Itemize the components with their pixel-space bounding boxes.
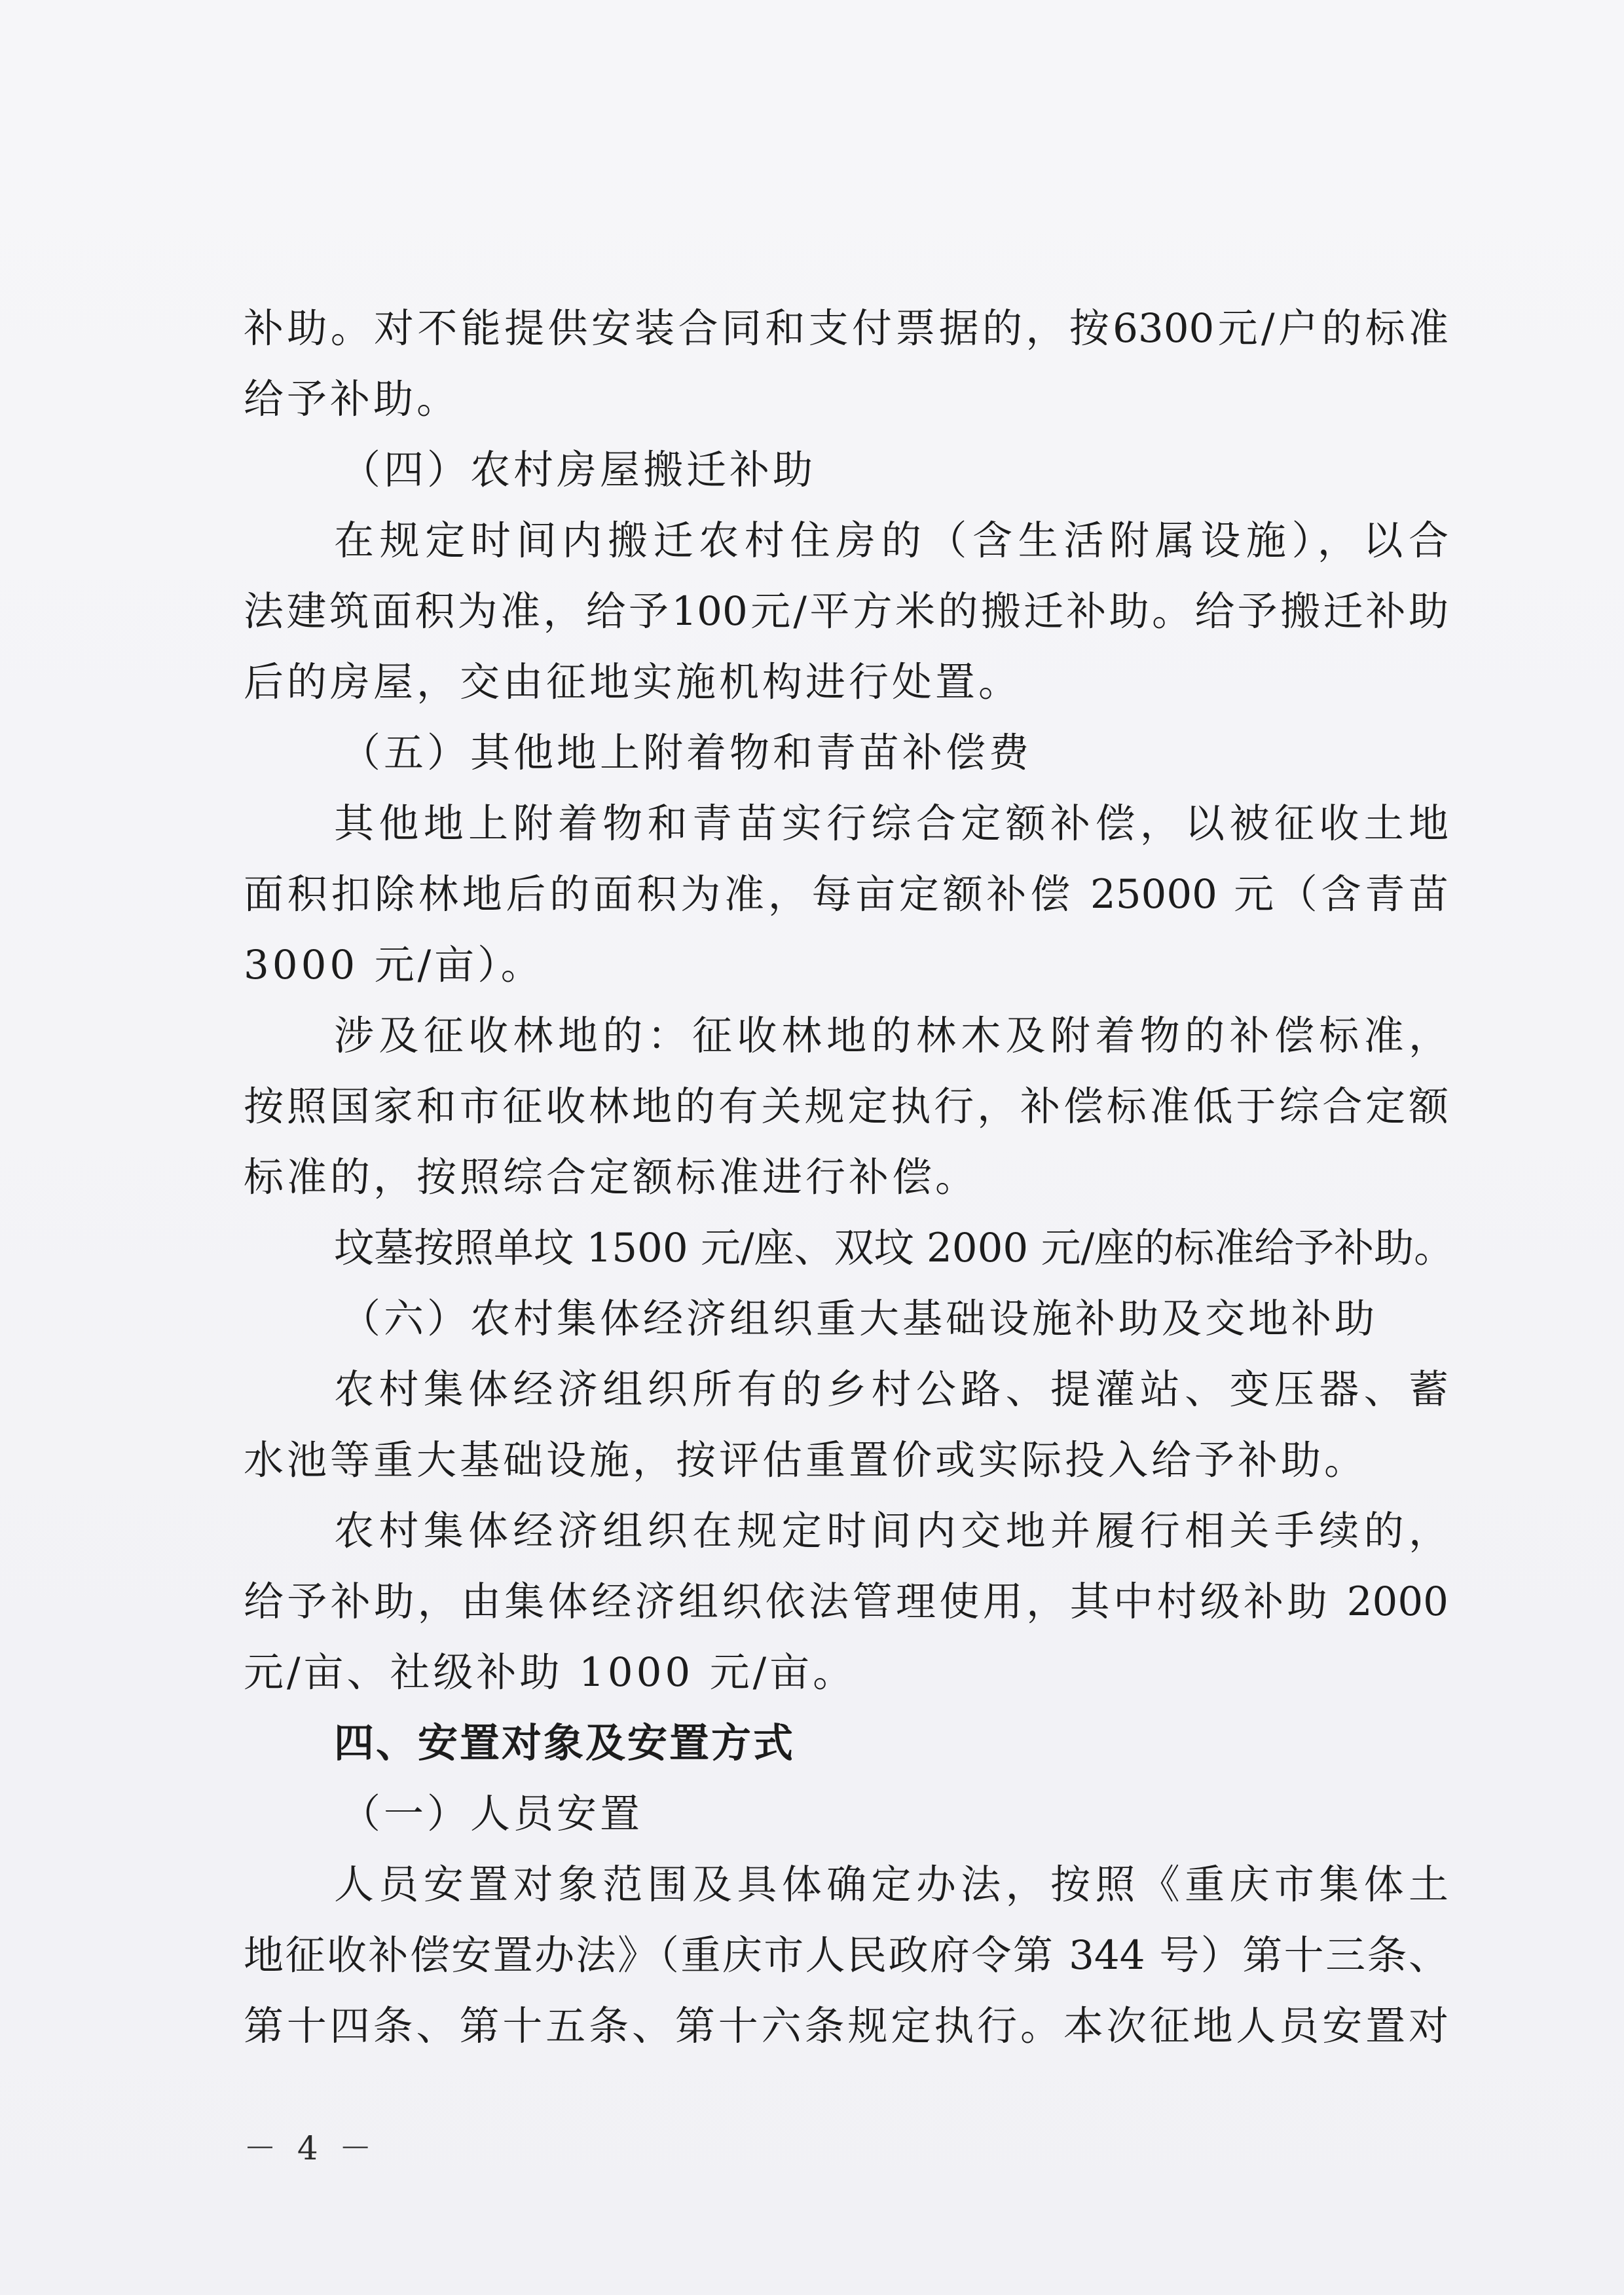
page-number: － 4 － [244,2129,377,2167]
section-heading: 四、安置对象及安置方式 [334,1720,796,1766]
body-line: 按照国家和市征收林地的有关规定执行，补偿标准低于综合定额 [244,1083,1449,1130]
subsection-heading: （四）农村房屋搬迁补助 [341,447,817,493]
body-line: 补助。对不能提供安装合同和支付票据的，按6300元/户的标准 [244,305,1449,352]
body-line: 面积扣除林地后的面积为准，每亩定额补偿 25000 元（含青苗 [244,871,1449,918]
body-line: 水池等重大基础设施，按评估重置价或实际投入给予补助。 [244,1437,1368,1483]
body-line: 农村集体经济组织所有的乡村公路、提灌站、变压器、蓄 [334,1366,1449,1413]
body-line: 在规定时间内搬迁农村住房的（含生活附属设施），以合 [334,517,1449,564]
body-line: 坟墓按照单坟 1500 元/座、双坟 2000 元/座的标准给予补助。 [334,1225,1454,1271]
body-line: 农村集体经济组织在规定时间内交地并履行相关手续的， [334,1508,1449,1554]
subsection-heading: （一）人员安置 [341,1791,644,1837]
body-line: 第十四条、第十五条、第十六条规定执行。本次征地人员安置对 [244,2003,1449,2049]
body-line: 元/亩、社级补助 1000 元/亩。 [244,1649,857,1696]
body-line: 地征收补偿安置办法》（重庆市人民政府令第 344 号）第十三条、 [244,1932,1449,1979]
body-line: 3000 元/亩）。 [244,942,544,988]
subsection-heading: （五）其他地上附着物和青苗补偿费 [341,730,1033,776]
body-line: 涉及征收林地的：征收林地的林木及附着物的补偿标准， [334,1013,1449,1059]
body-line: 给予补助，由集体经济组织依法管理使用，其中村级补助 2000 [244,1578,1449,1625]
body-line: 其他地上附着物和青苗实行综合定额补偿，以被征收土地 [334,800,1449,847]
body-line: 后的房屋，交由征地实施机构进行处置。 [244,659,1022,705]
body-line: 法建筑面积为准，给予100元/平方米的搬迁补助。给予搬迁补助 [244,588,1449,635]
subsection-heading: （六）农村集体经济组织重大基础设施补助及交地补助 [341,1296,1378,1342]
body-line: 给予补助。 [244,376,460,422]
body-line: 人员安置对象范围及具体确定办法，按照《重庆市集体土 [334,1861,1449,1908]
document-body [244,293,1454,2062]
body-line: 标准的，按照综合定额标准进行补偿。 [244,1154,979,1201]
